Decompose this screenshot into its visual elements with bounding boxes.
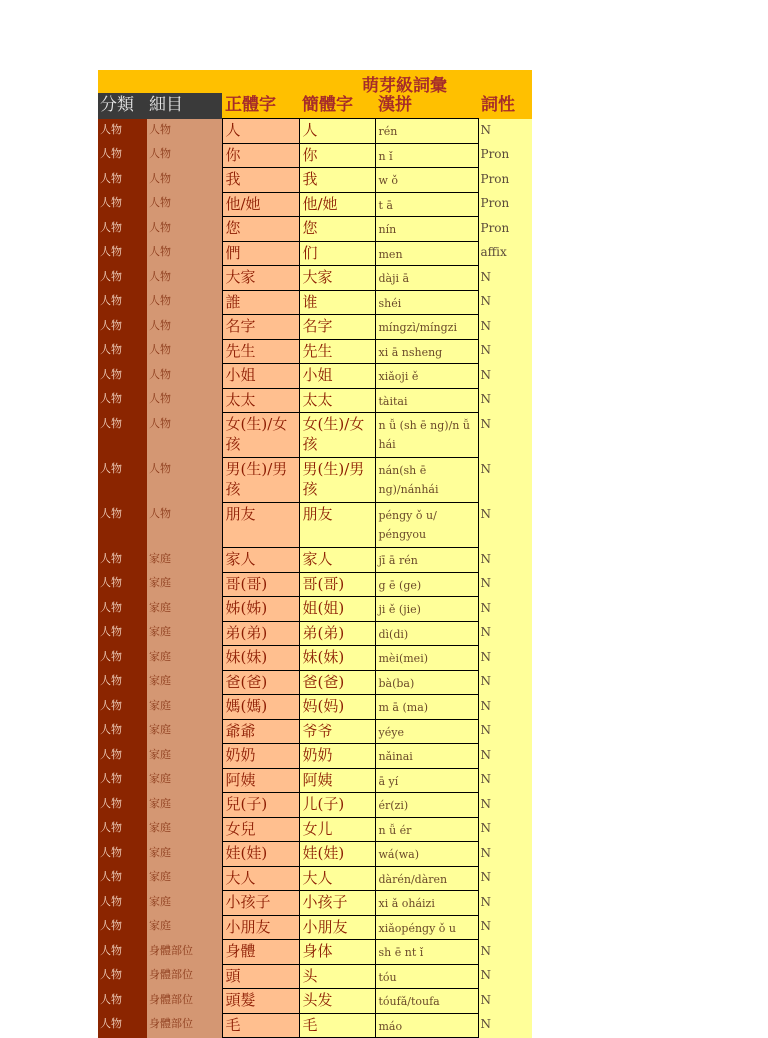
- category-cell: 人物: [98, 217, 147, 242]
- pinyin-cell: xiǎopéngy ǒ u: [375, 915, 478, 940]
- traditional-cell: 小姐: [222, 364, 299, 389]
- category-cell: 人物: [98, 119, 147, 144]
- pos-cell: N: [478, 817, 532, 842]
- traditional-cell: 先生: [222, 339, 299, 364]
- pinyin-cell: dàrén/dàren: [375, 866, 478, 891]
- pos-cell: N: [478, 1013, 532, 1038]
- table-row: [98, 817, 532, 842]
- pinyin-cell: dì(di): [375, 621, 478, 646]
- pinyin-cell: sh ē nt ǐ: [375, 940, 478, 965]
- simplified-cell: 奶奶: [299, 744, 375, 769]
- pinyin-cell: tóufǎ/toufa: [375, 989, 478, 1014]
- pos-cell: N: [478, 915, 532, 940]
- subcategory-cell: 家庭: [147, 768, 222, 793]
- simplified-cell: 女儿: [299, 817, 375, 842]
- traditional-cell: 女(生)/女孩: [222, 413, 299, 458]
- traditional-cell: 朋友: [222, 503, 299, 548]
- category-cell: 人物: [98, 719, 147, 744]
- category-cell: 人物: [98, 388, 147, 413]
- pinyin-cell: nán(sh ē ng)/nánhái: [375, 458, 478, 503]
- pos-cell: N: [478, 744, 532, 769]
- pinyin-cell: wá(wa): [375, 842, 478, 867]
- traditional-cell: 爺爺: [222, 719, 299, 744]
- table-row: [98, 915, 532, 940]
- table-row: [98, 503, 532, 548]
- subcategory-cell: 身體部位: [147, 989, 222, 1014]
- category-cell: 人物: [98, 842, 147, 867]
- pinyin-cell: n ǚ (sh ē ng)/n ǚ hái: [375, 413, 478, 458]
- simplified-cell: 大人: [299, 866, 375, 891]
- pinyin-cell: máo: [375, 1013, 478, 1038]
- traditional-cell: 媽(媽): [222, 695, 299, 720]
- pos-cell: Pron: [478, 143, 532, 168]
- table-row: [98, 744, 532, 769]
- pinyin-cell: dàji ā: [375, 266, 478, 291]
- pinyin-cell: xiǎoji ě: [375, 364, 478, 389]
- subcategory-cell: 人物: [147, 119, 222, 144]
- subcategory-cell: 人物: [147, 143, 222, 168]
- category-cell: 人物: [98, 915, 147, 940]
- subcategory-cell: 人物: [147, 217, 222, 242]
- simplified-cell: 小孩子: [299, 891, 375, 916]
- pinyin-cell: bà(ba): [375, 670, 478, 695]
- vocabulary-table: [98, 93, 532, 1038]
- table-row: [98, 119, 532, 144]
- traditional-cell: 娃(娃): [222, 842, 299, 867]
- subcategory-cell: 家庭: [147, 866, 222, 891]
- pos-cell: N: [478, 548, 532, 573]
- pinyin-cell: xi ǎ oháizi: [375, 891, 478, 916]
- pos-cell: N: [478, 842, 532, 867]
- pinyin-cell: n ǚ ér: [375, 817, 478, 842]
- category-cell: 人物: [98, 241, 147, 266]
- pinyin-cell: yéye: [375, 719, 478, 744]
- traditional-cell: 誰: [222, 290, 299, 315]
- table-row: [98, 719, 532, 744]
- traditional-cell: 毛: [222, 1013, 299, 1038]
- subcategory-cell: 家庭: [147, 548, 222, 573]
- table-row: [98, 891, 532, 916]
- table-row: [98, 192, 532, 217]
- pinyin-cell: jī ā rén: [375, 548, 478, 573]
- table-row: [98, 670, 532, 695]
- subcategory-cell: 家庭: [147, 695, 222, 720]
- traditional-cell: 他/她: [222, 192, 299, 217]
- category-cell: 人物: [98, 964, 147, 989]
- pinyin-cell: xi ā nsheng: [375, 339, 478, 364]
- simplified-cell: 人: [299, 119, 375, 144]
- category-cell: 人物: [98, 989, 147, 1014]
- sheet-title: 萌芽級詞彙: [362, 76, 447, 96]
- subcategory-cell: 家庭: [147, 572, 222, 597]
- table-row: [98, 842, 532, 867]
- simplified-cell: 女(生)/女孩: [299, 413, 375, 458]
- pos-cell: N: [478, 290, 532, 315]
- pos-cell: N: [478, 793, 532, 818]
- subcategory-cell: 家庭: [147, 891, 222, 916]
- simplified-cell: 名字: [299, 315, 375, 340]
- traditional-cell: 大家: [222, 266, 299, 291]
- traditional-cell: 女兒: [222, 817, 299, 842]
- traditional-cell: 頭髮: [222, 989, 299, 1014]
- category-cell: 人物: [98, 572, 147, 597]
- simplified-cell: 先生: [299, 339, 375, 364]
- header-traditional: 正體字: [222, 93, 299, 119]
- table-row: [98, 646, 532, 671]
- subcategory-cell: 人物: [147, 503, 222, 548]
- table-row: [98, 866, 532, 891]
- table-row: [98, 695, 532, 720]
- simplified-cell: 朋友: [299, 503, 375, 548]
- table-row: [98, 388, 532, 413]
- table-row: [98, 315, 532, 340]
- category-cell: 人物: [98, 695, 147, 720]
- pinyin-cell: mèi(mei): [375, 646, 478, 671]
- subcategory-cell: 人物: [147, 266, 222, 291]
- table-row: [98, 548, 532, 573]
- subcategory-cell: 身體部位: [147, 940, 222, 965]
- simplified-cell: 头: [299, 964, 375, 989]
- subcategory-cell: 身體部位: [147, 964, 222, 989]
- pinyin-cell: n ǐ: [375, 143, 478, 168]
- simplified-cell: 身体: [299, 940, 375, 965]
- pinyin-cell: ā yí: [375, 768, 478, 793]
- pinyin-cell: péngy ǒ u/ péngyou: [375, 503, 478, 548]
- pinyin-cell: rén: [375, 119, 478, 144]
- simplified-cell: 儿(子): [299, 793, 375, 818]
- traditional-cell: 小孩子: [222, 891, 299, 916]
- simplified-cell: 妈(妈): [299, 695, 375, 720]
- simplified-cell: 小姐: [299, 364, 375, 389]
- category-cell: 人物: [98, 168, 147, 193]
- subcategory-cell: 人物: [147, 192, 222, 217]
- pos-cell: N: [478, 364, 532, 389]
- subcategory-cell: 人物: [147, 339, 222, 364]
- simplified-cell: 谁: [299, 290, 375, 315]
- traditional-cell: 們: [222, 241, 299, 266]
- pos-cell: N: [478, 597, 532, 622]
- table-row: [98, 241, 532, 266]
- table-row: [98, 572, 532, 597]
- traditional-cell: 太太: [222, 388, 299, 413]
- table-row: [98, 940, 532, 965]
- simplified-cell: 弟(弟): [299, 621, 375, 646]
- category-cell: 人物: [98, 1013, 147, 1038]
- pos-cell: N: [478, 119, 532, 144]
- pos-cell: N: [478, 413, 532, 458]
- simplified-cell: 爸(爸): [299, 670, 375, 695]
- pos-cell: N: [478, 266, 532, 291]
- simplified-cell: 您: [299, 217, 375, 242]
- simplified-cell: 你: [299, 143, 375, 168]
- simplified-cell: 姐(姐): [299, 597, 375, 622]
- simplified-cell: 家人: [299, 548, 375, 573]
- traditional-cell: 大人: [222, 866, 299, 891]
- category-cell: 人物: [98, 266, 147, 291]
- pos-cell: N: [478, 315, 532, 340]
- category-cell: 人物: [98, 891, 147, 916]
- traditional-cell: 阿姨: [222, 768, 299, 793]
- simplified-cell: 他/她: [299, 192, 375, 217]
- header-pos: 詞性: [478, 93, 532, 119]
- pinyin-cell: tóu: [375, 964, 478, 989]
- table-row: [98, 266, 532, 291]
- table-row: [98, 143, 532, 168]
- category-cell: 人物: [98, 768, 147, 793]
- header-subcategory: 細目: [147, 93, 222, 119]
- pos-cell: N: [478, 768, 532, 793]
- simplified-cell: 爷爷: [299, 719, 375, 744]
- category-cell: 人物: [98, 458, 147, 503]
- vocabulary-sheet: [98, 70, 532, 1038]
- table-row: [98, 768, 532, 793]
- category-cell: 人物: [98, 621, 147, 646]
- subcategory-cell: 家庭: [147, 915, 222, 940]
- pinyin-cell: t ā: [375, 192, 478, 217]
- pinyin-cell: shéi: [375, 290, 478, 315]
- table-row: [98, 964, 532, 989]
- traditional-cell: 妹(妹): [222, 646, 299, 671]
- table-row: [98, 413, 532, 458]
- category-cell: 人物: [98, 503, 147, 548]
- table-row: [98, 458, 532, 503]
- subcategory-cell: 人物: [147, 364, 222, 389]
- pos-cell: N: [478, 503, 532, 548]
- pinyin-cell: ji ě (jie): [375, 597, 478, 622]
- pos-cell: N: [478, 388, 532, 413]
- traditional-cell: 兒(子): [222, 793, 299, 818]
- traditional-cell: 姊(姊): [222, 597, 299, 622]
- header-pinyin: 漢拼: [375, 93, 478, 119]
- pos-cell: N: [478, 719, 532, 744]
- pos-cell: N: [478, 940, 532, 965]
- subcategory-cell: 人物: [147, 241, 222, 266]
- pinyin-cell: míngzì/míngzi: [375, 315, 478, 340]
- traditional-cell: 我: [222, 168, 299, 193]
- table-row: [98, 989, 532, 1014]
- pos-cell: N: [478, 695, 532, 720]
- traditional-cell: 頭: [222, 964, 299, 989]
- subcategory-cell: 家庭: [147, 817, 222, 842]
- simplified-cell: 大家: [299, 266, 375, 291]
- simplified-cell: 阿姨: [299, 768, 375, 793]
- table-row: [98, 168, 532, 193]
- subcategory-cell: 人物: [147, 388, 222, 413]
- subcategory-cell: 人物: [147, 315, 222, 340]
- table-row: [98, 621, 532, 646]
- category-cell: 人物: [98, 548, 147, 573]
- category-cell: 人物: [98, 339, 147, 364]
- simplified-cell: 毛: [299, 1013, 375, 1038]
- traditional-cell: 家人: [222, 548, 299, 573]
- traditional-cell: 爸(爸): [222, 670, 299, 695]
- simplified-cell: 我: [299, 168, 375, 193]
- category-cell: 人物: [98, 646, 147, 671]
- pos-cell: Pron: [478, 168, 532, 193]
- category-cell: 人物: [98, 143, 147, 168]
- category-cell: 人物: [98, 866, 147, 891]
- table-row: [98, 1013, 532, 1038]
- traditional-cell: 名字: [222, 315, 299, 340]
- table-row: [98, 339, 532, 364]
- pos-cell: N: [478, 866, 532, 891]
- header-row: [98, 93, 532, 119]
- pinyin-cell: men: [375, 241, 478, 266]
- pos-cell: Pron: [478, 192, 532, 217]
- simplified-cell: 头发: [299, 989, 375, 1014]
- category-cell: 人物: [98, 940, 147, 965]
- subcategory-cell: 家庭: [147, 719, 222, 744]
- pos-cell: N: [478, 458, 532, 503]
- pos-cell: N: [478, 891, 532, 916]
- traditional-cell: 你: [222, 143, 299, 168]
- pos-cell: N: [478, 989, 532, 1014]
- category-cell: 人物: [98, 744, 147, 769]
- subcategory-cell: 家庭: [147, 744, 222, 769]
- simplified-cell: 娃(娃): [299, 842, 375, 867]
- pos-cell: Pron: [478, 217, 532, 242]
- traditional-cell: 人: [222, 119, 299, 144]
- header-category: 分類: [98, 93, 147, 119]
- subcategory-cell: 人物: [147, 168, 222, 193]
- subcategory-cell: 家庭: [147, 842, 222, 867]
- category-cell: 人物: [98, 670, 147, 695]
- category-cell: 人物: [98, 364, 147, 389]
- pos-cell: N: [478, 621, 532, 646]
- subcategory-cell: 家庭: [147, 793, 222, 818]
- subcategory-cell: 家庭: [147, 621, 222, 646]
- subcategory-cell: 人物: [147, 290, 222, 315]
- traditional-cell: 男(生)/男孩: [222, 458, 299, 503]
- pinyin-cell: w ǒ: [375, 168, 478, 193]
- category-cell: 人物: [98, 817, 147, 842]
- traditional-cell: 身體: [222, 940, 299, 965]
- subcategory-cell: 家庭: [147, 646, 222, 671]
- pinyin-cell: tàitai: [375, 388, 478, 413]
- subcategory-cell: 身體部位: [147, 1013, 222, 1038]
- pinyin-cell: m ā (ma): [375, 695, 478, 720]
- pos-cell: N: [478, 646, 532, 671]
- traditional-cell: 小朋友: [222, 915, 299, 940]
- category-cell: 人物: [98, 793, 147, 818]
- traditional-cell: 哥(哥): [222, 572, 299, 597]
- subcategory-cell: 家庭: [147, 597, 222, 622]
- title-row: [98, 70, 532, 96]
- pinyin-cell: nín: [375, 217, 478, 242]
- category-cell: 人物: [98, 192, 147, 217]
- category-cell: 人物: [98, 315, 147, 340]
- pinyin-cell: nǎinai: [375, 744, 478, 769]
- category-cell: 人物: [98, 597, 147, 622]
- table-row: [98, 290, 532, 315]
- pos-cell: N: [478, 572, 532, 597]
- subcategory-cell: 人物: [147, 413, 222, 458]
- simplified-cell: 哥(哥): [299, 572, 375, 597]
- simplified-cell: 妹(妹): [299, 646, 375, 671]
- traditional-cell: 奶奶: [222, 744, 299, 769]
- simplified-cell: 们: [299, 241, 375, 266]
- table-row: [98, 364, 532, 389]
- subcategory-cell: 家庭: [147, 670, 222, 695]
- category-cell: 人物: [98, 413, 147, 458]
- table-row: [98, 597, 532, 622]
- simplified-cell: 小朋友: [299, 915, 375, 940]
- pos-cell: affix: [478, 241, 532, 266]
- header-simplified: 簡體字: [299, 93, 375, 119]
- simplified-cell: 太太: [299, 388, 375, 413]
- category-cell: 人物: [98, 290, 147, 315]
- pinyin-cell: g ē (ge): [375, 572, 478, 597]
- traditional-cell: 您: [222, 217, 299, 242]
- pos-cell: N: [478, 964, 532, 989]
- traditional-cell: 弟(弟): [222, 621, 299, 646]
- pos-cell: N: [478, 339, 532, 364]
- subcategory-cell: 人物: [147, 458, 222, 503]
- table-row: [98, 793, 532, 818]
- pinyin-cell: ér(zi): [375, 793, 478, 818]
- pos-cell: N: [478, 670, 532, 695]
- simplified-cell: 男(生)/男孩: [299, 458, 375, 503]
- table-row: [98, 217, 532, 242]
